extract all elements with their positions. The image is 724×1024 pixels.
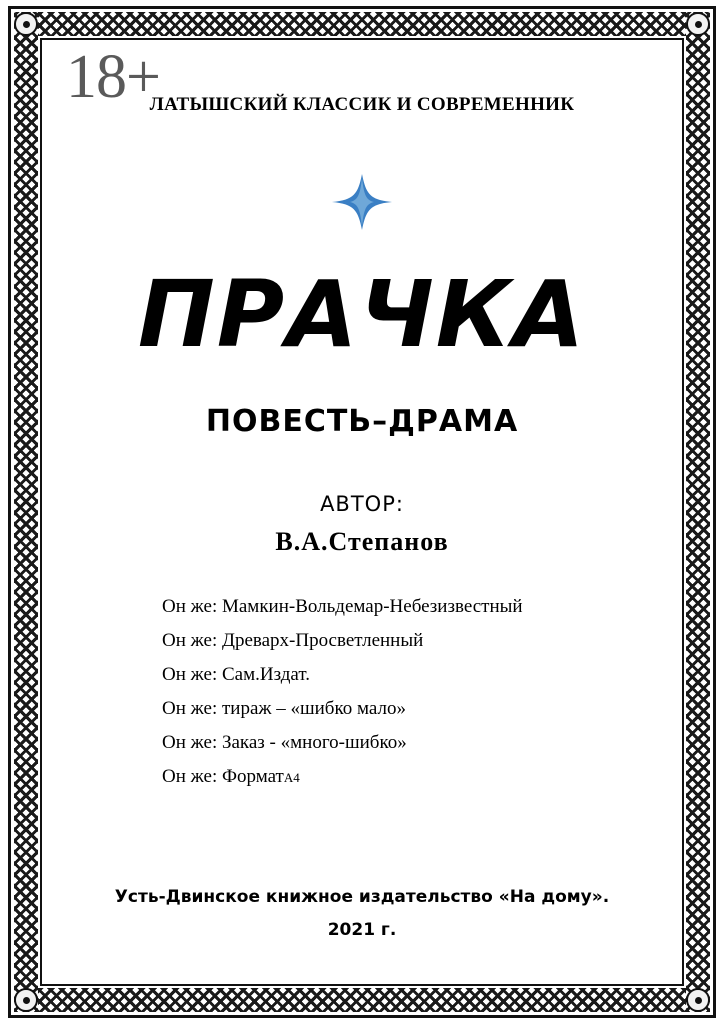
list-item <box>162 590 622 624</box>
list-item <box>162 692 622 726</box>
corner-medallion-bottom-left <box>14 988 38 1012</box>
corner-medallion-bottom-right <box>686 988 710 1012</box>
list-item <box>162 760 622 795</box>
ornamental-band-right <box>686 12 710 1012</box>
book-title: ПРАЧКА <box>137 261 587 368</box>
book-subtitle: ПОВЕСТЬ–ДРАМА <box>205 404 519 439</box>
list-item <box>162 726 622 760</box>
ornamental-band-top <box>14 12 710 36</box>
alias-text: Он же: тираж – «шибко мало» <box>162 698 406 719</box>
ornamental-band-left <box>14 12 38 1012</box>
author-label: АВТОР: <box>320 492 404 516</box>
list-item <box>162 624 622 658</box>
alias-list <box>162 590 622 795</box>
four-pointed-star-icon <box>44 172 680 232</box>
alias-text: Он же: Мамкин-Вольдемар-Небезизвестный <box>162 596 523 617</box>
alias-text: Он же: Заказ - «много-шибко» <box>162 732 407 753</box>
list-item <box>162 658 622 692</box>
cover-content <box>44 42 680 982</box>
corner-medallion-top-right <box>686 12 710 36</box>
alias-text: Он же: Формат <box>162 766 284 787</box>
corner-medallion-top-left <box>14 12 38 36</box>
star-ornament <box>44 172 680 232</box>
publication-year: 2021 г. <box>327 920 397 940</box>
series-line: ЛАТЫШСКИЙ КЛАССИК И СОВРЕМЕННИК <box>149 94 575 115</box>
author-name: В.А.Степанов <box>275 527 449 556</box>
publisher-name: Усть-Двинское книжное издательство «На дому». <box>114 887 610 907</box>
age-rating-badge: 18+ <box>66 43 160 111</box>
format-value: А4 <box>283 770 300 785</box>
ornamental-band-bottom <box>14 988 710 1012</box>
alias-text: Он же: Древарх-Просветленный <box>162 630 424 651</box>
alias-text: Он же: Сам.Издат. <box>162 664 310 685</box>
